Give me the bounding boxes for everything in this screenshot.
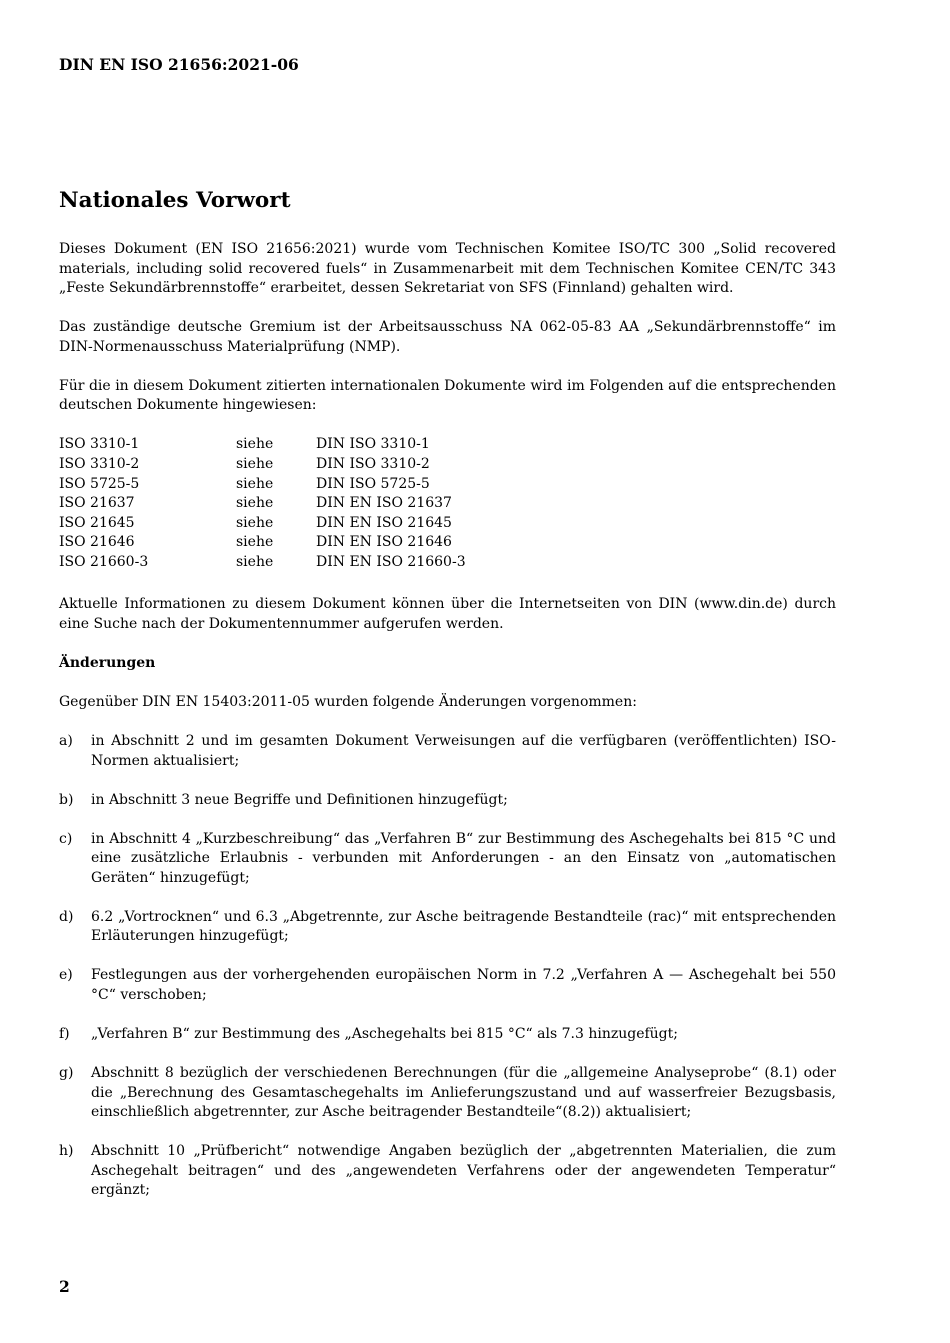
reference-siehe: siehe bbox=[236, 475, 274, 492]
reference-siehe: siehe bbox=[236, 436, 274, 453]
page-number: 2 bbox=[59, 1277, 70, 1296]
change-letter: b) bbox=[59, 791, 74, 808]
change-text: 6.2 „Vortrocknen“ und 6.3 „Abgetrennte, zur Asche beitragende Bestandteile (rac)“ mit entsprechenden Erläuterungen hinzugefügt; bbox=[91, 908, 836, 945]
section-title: Nationales Vorwort bbox=[59, 188, 291, 213]
reference-siehe: siehe bbox=[236, 514, 274, 531]
change-text: Abschnitt 8 bezüglich der verschiedenen Berechnungen (für die „allgemeine Analyseprobe“ (8.1) oder die „Berechnung des Gesamtaschegehalts im Anlieferungszustand und auf wasserfreier Bezugsbasis, einschließlich abgetrennter, zur Asche beitragender Bestandteile“(8.2)) aktualisiert; bbox=[91, 1064, 836, 1121]
change-text: in Abschnitt 3 neue Begriffe und Definitionen hinzugefügt; bbox=[91, 791, 508, 808]
reference-iso: ISO 5725-5 bbox=[59, 475, 140, 492]
change-item bbox=[59, 791, 836, 811]
reference-iso: ISO 21645 bbox=[59, 514, 135, 531]
document-body bbox=[59, 240, 836, 1220]
reference-din: DIN EN ISO 21637 bbox=[316, 495, 452, 512]
reference-row bbox=[59, 533, 836, 553]
change-letter: c) bbox=[59, 830, 73, 847]
paragraph-committee: Dieses Dokument (EN ISO 21656:2021) wurde vom Technischen Komitee ISO/TC 300 „Solid recovered materials, including solid recovered fuels“ in Zusammenarbeit mit dem Technischen Komitee CEN/TC 343 „Feste Sekundärbrennstoffe“ erarbeitet, dessen Sekretariat von SFS (Finnland) gehalten wird. bbox=[59, 241, 836, 297]
reference-iso: ISO 3310-1 bbox=[59, 436, 140, 453]
reference-din: DIN ISO 3310-1 bbox=[316, 436, 430, 453]
paragraph-current-info: Aktuelle Informationen zu diesem Dokument können über die Internetseiten von DIN (www.din.de) durch eine Suche nach der Dokumentennummer aufgerufen werden. bbox=[59, 596, 836, 633]
document-id-header: DIN EN ISO 21656:2021-06 bbox=[59, 55, 299, 74]
reference-siehe: siehe bbox=[236, 534, 274, 551]
paragraph-gremium: Das zuständige deutsche Gremium ist der Arbeitsausschuss NA 062-05-83 AA „Sekundärbrennstoffe“ im DIN-Normenausschuss Materialprüfung (NMP). bbox=[59, 319, 836, 355]
changes-intro: Gegenüber DIN EN 15403:2011-05 wurden folgende Änderungen vorgenommen: bbox=[59, 694, 637, 711]
reference-table bbox=[59, 435, 836, 572]
reference-iso: ISO 21637 bbox=[59, 495, 135, 512]
paragraph-references-intro: Für die in diesem Dokument zitierten internationalen Dokumente wird im Folgenden auf die entsprechenden deutschen Dokumente hingewiesen: bbox=[59, 377, 836, 414]
change-item bbox=[59, 732, 836, 771]
change-letter: a) bbox=[59, 733, 73, 750]
reference-din: DIN EN ISO 21645 bbox=[316, 514, 452, 531]
change-item bbox=[59, 1025, 836, 1045]
reference-din: DIN ISO 3310-2 bbox=[316, 455, 430, 472]
reference-row bbox=[59, 553, 836, 573]
reference-row bbox=[59, 435, 836, 455]
change-item bbox=[59, 1064, 836, 1123]
change-letter: d) bbox=[59, 908, 74, 925]
reference-din: DIN EN ISO 21646 bbox=[316, 534, 452, 551]
change-letter: f) bbox=[59, 1025, 70, 1042]
reference-siehe: siehe bbox=[236, 455, 274, 472]
reference-iso: ISO 21646 bbox=[59, 534, 135, 551]
change-text: Abschnitt 10 „Prüfbericht“ notwendige Angaben bezüglich der „abgetrennten Materialien, die zum Aschegehalt beitragen“ und des „angewendeten Verfahrens oder der angewendeten Temperatur“ ergänzt; bbox=[91, 1143, 836, 1199]
change-letter: g) bbox=[59, 1064, 74, 1081]
change-item bbox=[59, 966, 836, 1005]
change-item bbox=[59, 830, 836, 889]
changes-heading: Änderungen bbox=[59, 655, 156, 672]
change-text: in Abschnitt 4 „Kurzbeschreibung“ das „Verfahren B“ zur Bestimmung des Aschegehalts bei 815 °C und eine zusätzliche Erlaubnis - verbunden mit Anforderungen - an den Einsatz von „automatischen Geräten“ hinzugefügt; bbox=[91, 830, 836, 886]
change-item bbox=[59, 1142, 836, 1201]
changes-list bbox=[59, 732, 836, 1201]
reference-row bbox=[59, 514, 836, 534]
change-text: in Abschnitt 2 und im gesamten Dokument Verweisungen auf die verfügbaren (veröffentlichten) ISO-Normen aktualisiert; bbox=[91, 733, 836, 769]
reference-iso: ISO 21660-3 bbox=[59, 553, 149, 570]
reference-siehe: siehe bbox=[236, 553, 274, 570]
reference-iso: ISO 3310-2 bbox=[59, 455, 140, 472]
reference-row bbox=[59, 494, 836, 514]
change-letter: h) bbox=[59, 1143, 74, 1160]
change-item bbox=[59, 908, 836, 947]
reference-row bbox=[59, 475, 836, 495]
reference-din: DIN EN ISO 21660-3 bbox=[316, 553, 466, 570]
reference-siehe: siehe bbox=[236, 495, 274, 512]
reference-row bbox=[59, 455, 836, 475]
change-text: „Verfahren B“ zur Bestimmung des „Aschegehalts bei 815 °C“ als 7.3 hinzugefügt; bbox=[91, 1025, 678, 1042]
change-text: Festlegungen aus der vorhergehenden europäischen Norm in 7.2 „Verfahren A — Aschegehalt bei 550 °C“ verschoben; bbox=[91, 967, 836, 1003]
change-letter: e) bbox=[59, 967, 73, 984]
reference-din: DIN ISO 5725-5 bbox=[316, 475, 430, 492]
